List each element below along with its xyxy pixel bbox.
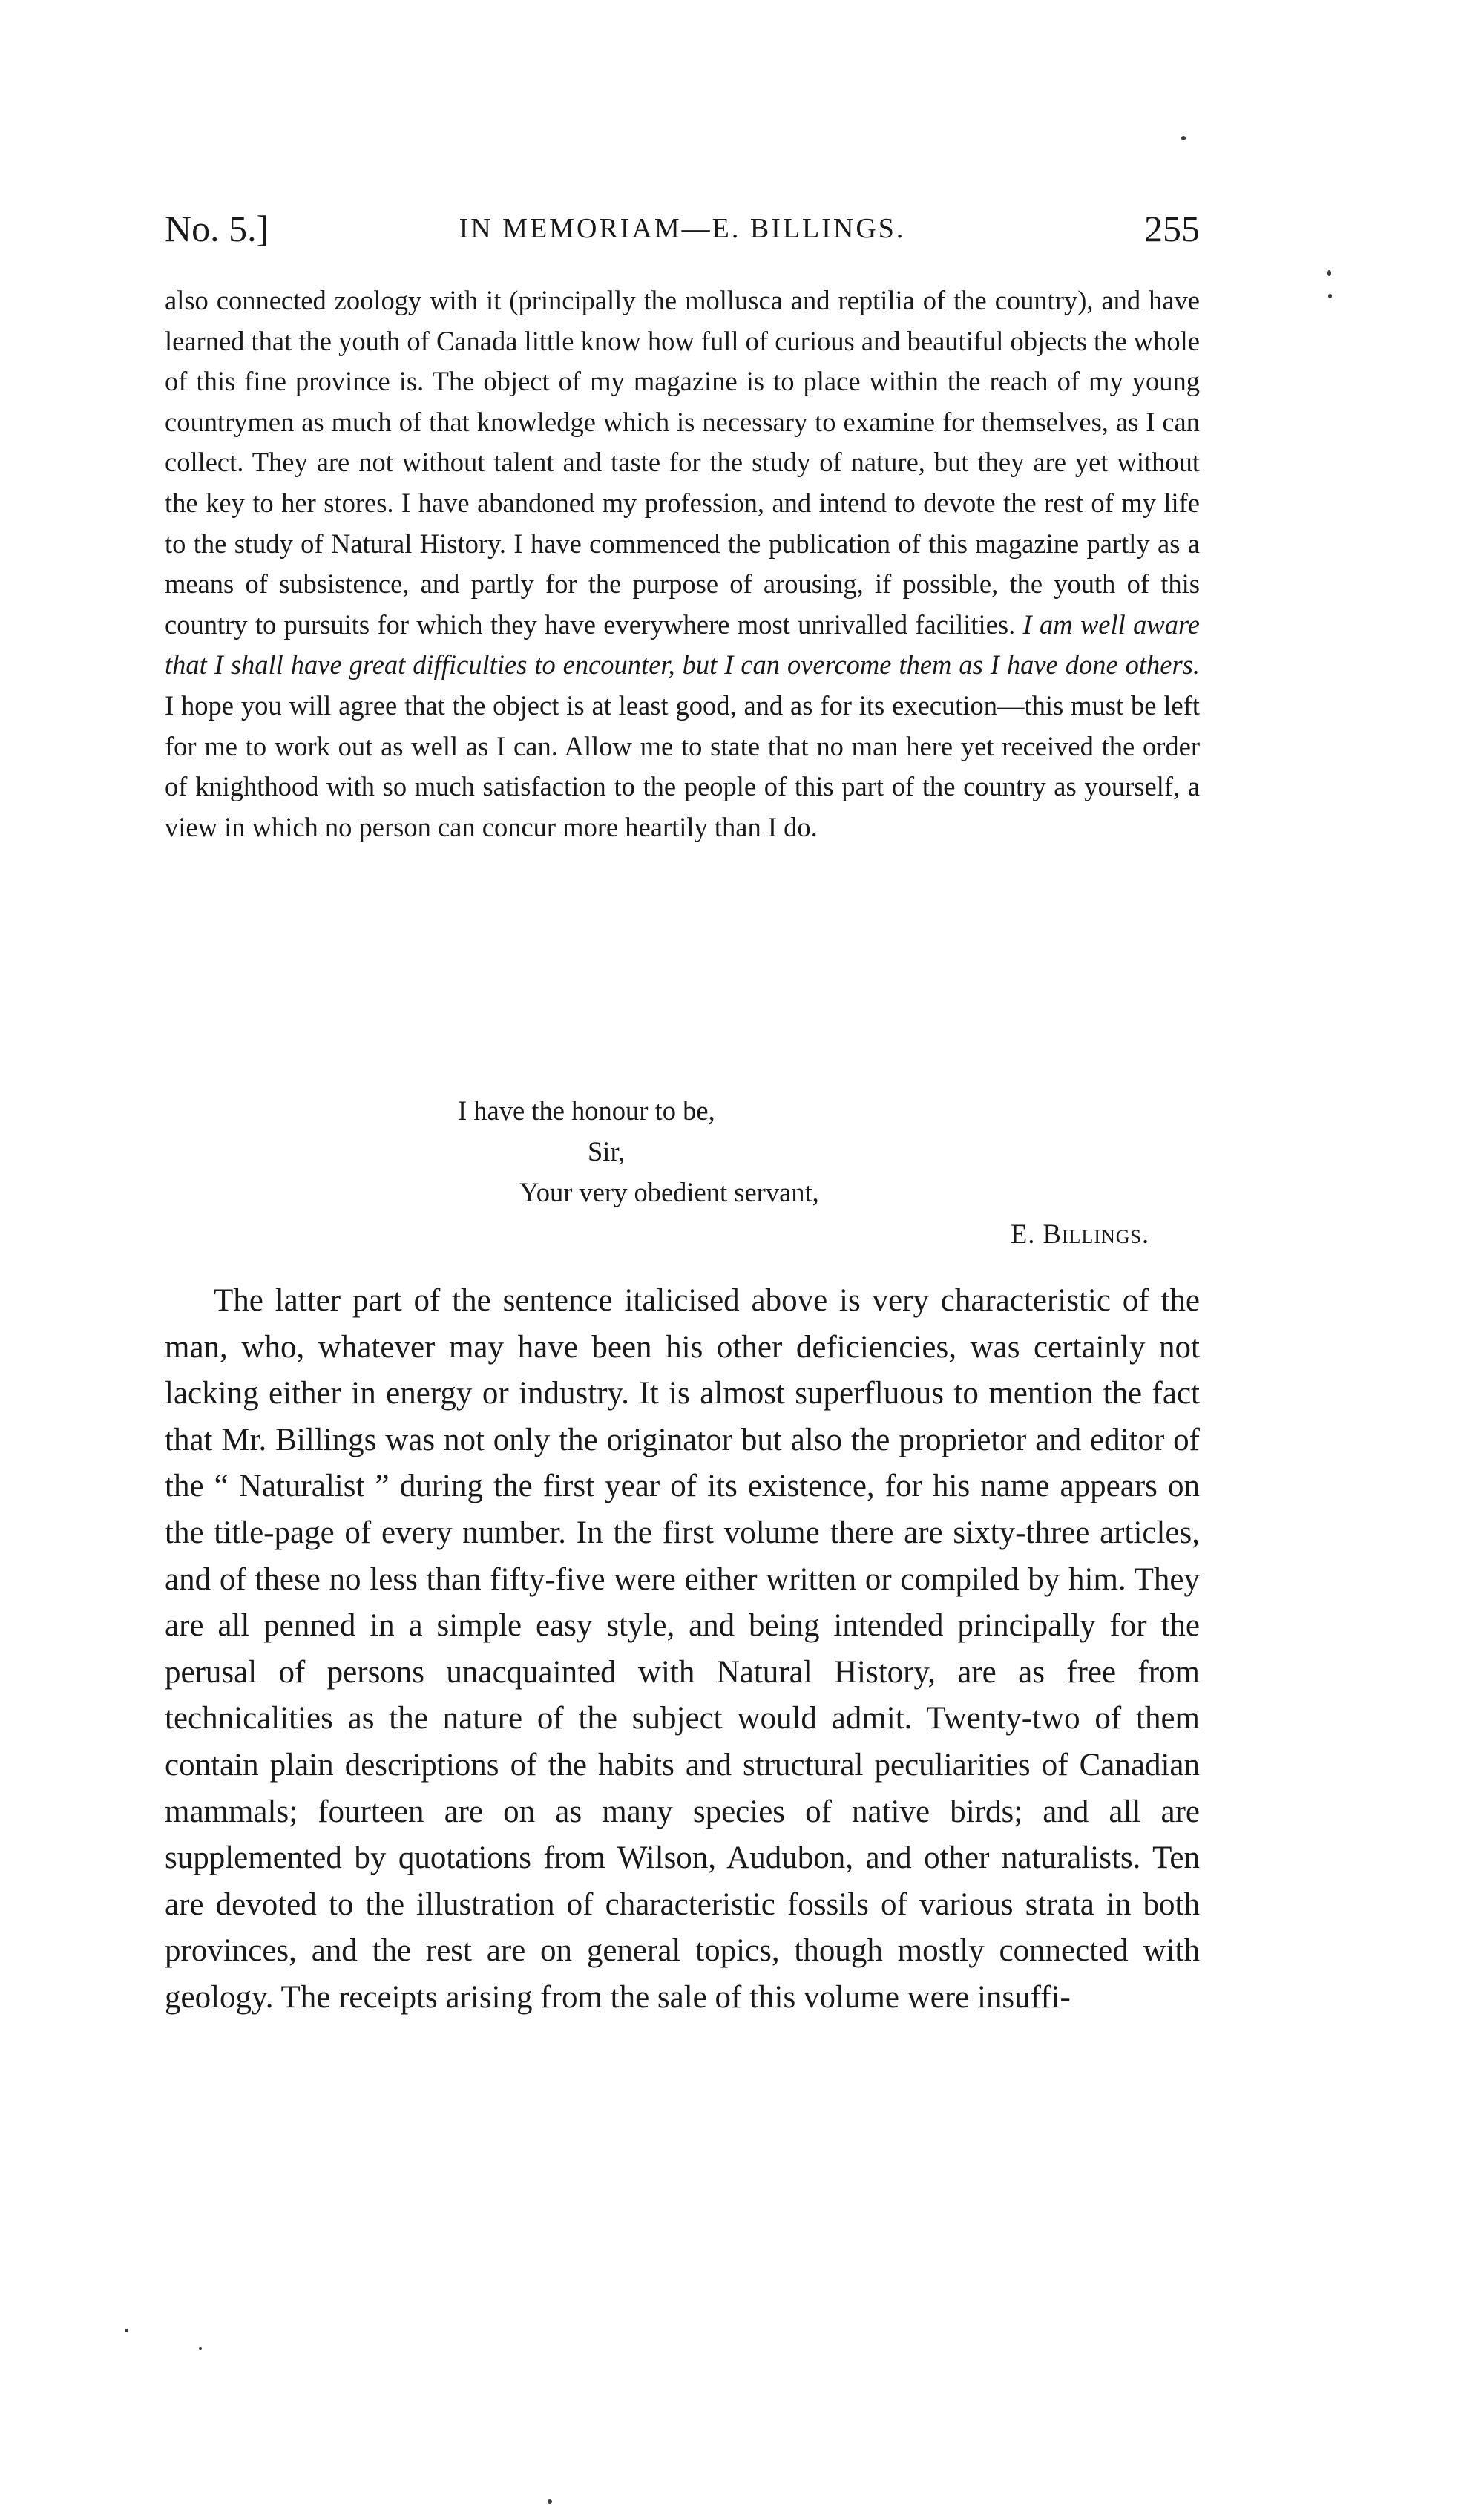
body-paragraph: The latter part of the sentence italicised above is very characteristic of the man, who, whatever may have been his other deficiencies, was certainly not lacking either in energy or industry. It is almost superfluous to mention the fact that Mr. Billings was not only the originator but also the proprietor and editor of the “ Naturalist ” during the first year of its existence, for his name appears on the title-page of every number. In the first volume there are sixty-three articles, and of these no less than fifty-five were either written or compiled by him. They are all penned in a simple easy style, and being intended principally for the perusal of persons unacquainted with Natural History, are as free from technicalities as the nature of the subject would admit. Twenty-two of them contain plain descriptions of the habits and structural peculiarities of Canadian mammals; fourteen are on as many species of native birds; and all are supplemented by quotations from Wilson, Audubon, and other naturalists. Ten are devoted to the illustration of characteristic fossils of various strata in both provinces, and the rest are on general topics, though mostly connected with geology. The receipts arising from the sale of this volume were insuffi- (165, 1283, 1200, 2015)
page-number: 255 (1144, 208, 1200, 249)
letter-salutation: Sir, (588, 1136, 626, 1167)
scan-speck (1181, 136, 1186, 140)
letter-italic-text: I am well aware that I shall have great difficulties to encounter, but I can overcome them as I have done others. (165, 609, 1200, 681)
quoted-letter (165, 281, 1200, 847)
letter-signature: E. Billings. (1011, 1219, 1150, 1249)
letter-paragraph (165, 281, 1200, 847)
letter-valediction: Your very obedient servant, (519, 1177, 819, 1207)
scan-speck (548, 2499, 552, 2504)
scan-speck (199, 2347, 202, 2350)
letter-text-end: I hope you will agree that the object is at least good, and as for its execution—this must be left for me to work out as well as I can. Allow me to state that no man here yet received the order of knighthood with so much satisfaction to the people of this part of the country as yourself, a view in which no person can concur more heartily than I do. (165, 689, 1200, 842)
scan-speck (125, 2329, 128, 2332)
issue-number: No. 5.] (165, 208, 269, 249)
letter-text: also connected zoology with it (principally the mollusca and reptilia of the country), and have learned that the youth of Canada little know how full of curious and beautiful objects the whole of this fine province is. The object of my magazine is to place within the reach of my young countrymen as much of that knowledge which is necessary to examine for themselves, as I can collect. They are not without talent and taste for the study of nature, but they are yet without the key to her stores. I have abandoned my profession, and intend to devote the rest of my life to the study of Natural History. I have commenced the publication of this magazine partly as a means of subsistence, and partly for the purpose of arousing, if possible, the youth of this country to pursuits for which they have everywhere most unrivalled facilities. (165, 285, 1200, 640)
running-header (165, 199, 1200, 258)
letter-closing-line: I have the honour to be, (458, 1095, 715, 1126)
scan-speck (1327, 270, 1331, 276)
running-title: IN MEMORIAM—E. BILLINGS. (459, 213, 906, 244)
scan-speck (1328, 294, 1332, 298)
